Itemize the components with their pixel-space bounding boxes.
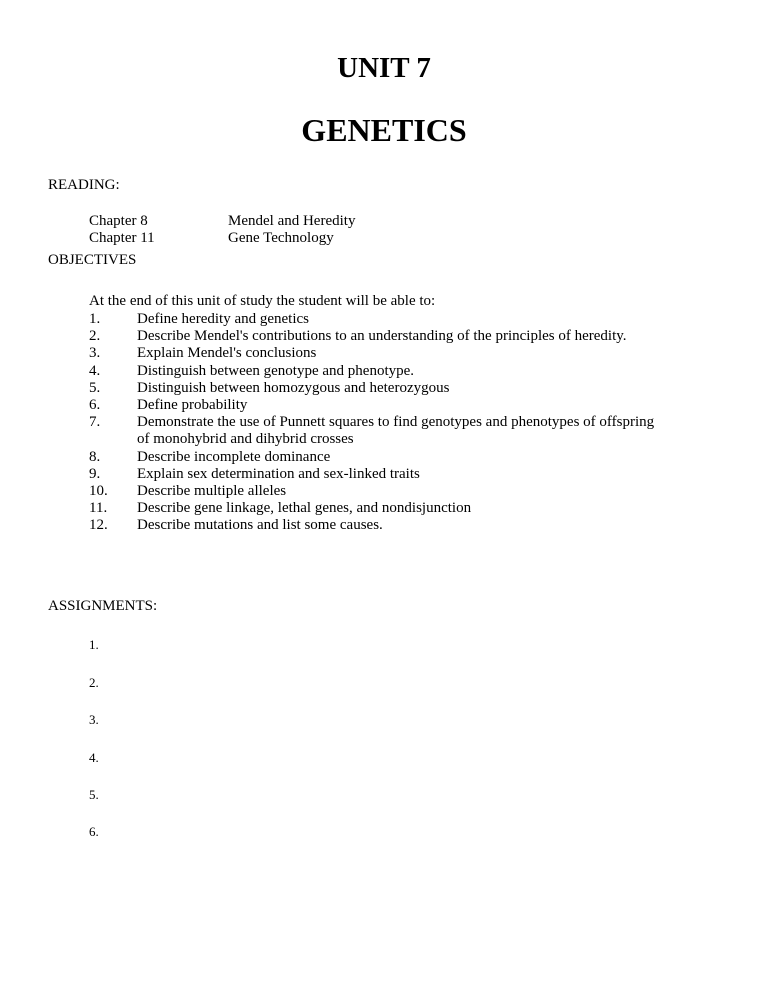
objective-item xyxy=(89,345,657,362)
objective-item xyxy=(89,380,657,397)
objective-number: 2. xyxy=(89,328,101,345)
objective-item xyxy=(89,363,657,380)
objective-number: 5. xyxy=(89,379,101,396)
objective-item xyxy=(89,466,657,483)
objective-text: Demonstrate the use of Punnett squares to find genotypes and phenotypes of offspring of monohybrid and dihybrid crosses xyxy=(137,414,655,448)
reading-chapter: Chapter 11 xyxy=(89,230,155,246)
objective-text: Describe mutations and list some causes. xyxy=(137,517,383,534)
objective-item xyxy=(89,414,657,448)
unit-subtitle: GENETICS xyxy=(301,112,467,148)
objective-text: Describe gene linkage, lethal genes, and nondisjunction xyxy=(137,500,472,517)
reading-chapter: Chapter 8 xyxy=(89,213,148,229)
objective-text: Distinguish between homozygous and heterozygous xyxy=(137,379,450,396)
objective-number: 3. xyxy=(89,345,101,362)
reading-topic: Mendel and Heredity xyxy=(228,213,356,229)
objective-number: 7. xyxy=(89,414,101,431)
objective-text: Define probability xyxy=(137,397,248,414)
objective-item xyxy=(89,328,657,345)
objective-text: Describe multiple alleles xyxy=(137,483,287,500)
objective-number: 12. xyxy=(89,517,108,534)
objective-text: Describe Mendel's contributions to an understanding of the principles of heredity. xyxy=(137,328,627,345)
unit-title: UNIT 7 xyxy=(337,52,431,84)
objective-text: Explain sex determination and sex-linked traits xyxy=(137,465,420,482)
reading-heading: READING: xyxy=(48,177,120,193)
objective-item xyxy=(89,483,657,500)
assignment-number: 3. xyxy=(89,712,99,727)
assignment-number: 4. xyxy=(89,750,99,765)
objective-item xyxy=(89,311,657,328)
objective-item xyxy=(89,397,657,414)
objective-item xyxy=(89,449,657,466)
objectives-intro: At the end of this unit of study the student will be able to: xyxy=(89,293,436,309)
assignment-number: 2. xyxy=(89,675,99,690)
objective-number: 4. xyxy=(89,362,101,379)
assignment-number: 1. xyxy=(89,637,99,652)
objective-number: 10. xyxy=(89,483,108,500)
assignments-heading: ASSIGNMENTS: xyxy=(48,598,158,614)
objective-item xyxy=(89,500,657,517)
objective-number: 6. xyxy=(89,397,101,414)
objectives-list xyxy=(89,311,657,535)
objective-text: Describe incomplete dominance xyxy=(137,448,331,465)
reading-topic: Gene Technology xyxy=(228,230,334,246)
assignment-number: 5. xyxy=(89,787,99,802)
objective-number: 8. xyxy=(89,448,101,465)
objectives-heading: OBJECTIVES xyxy=(48,252,137,268)
objective-number: 1. xyxy=(89,311,101,327)
assignment-number: 6. xyxy=(89,824,99,839)
objective-number: 11. xyxy=(89,500,108,517)
objective-number: 9. xyxy=(89,465,101,482)
objective-item xyxy=(89,517,657,534)
objective-text: Distinguish between genotype and phenotype. xyxy=(137,362,415,379)
objective-text: Explain Mendel's conclusions xyxy=(137,345,317,362)
objective-text: Define heredity and genetics xyxy=(137,311,310,327)
